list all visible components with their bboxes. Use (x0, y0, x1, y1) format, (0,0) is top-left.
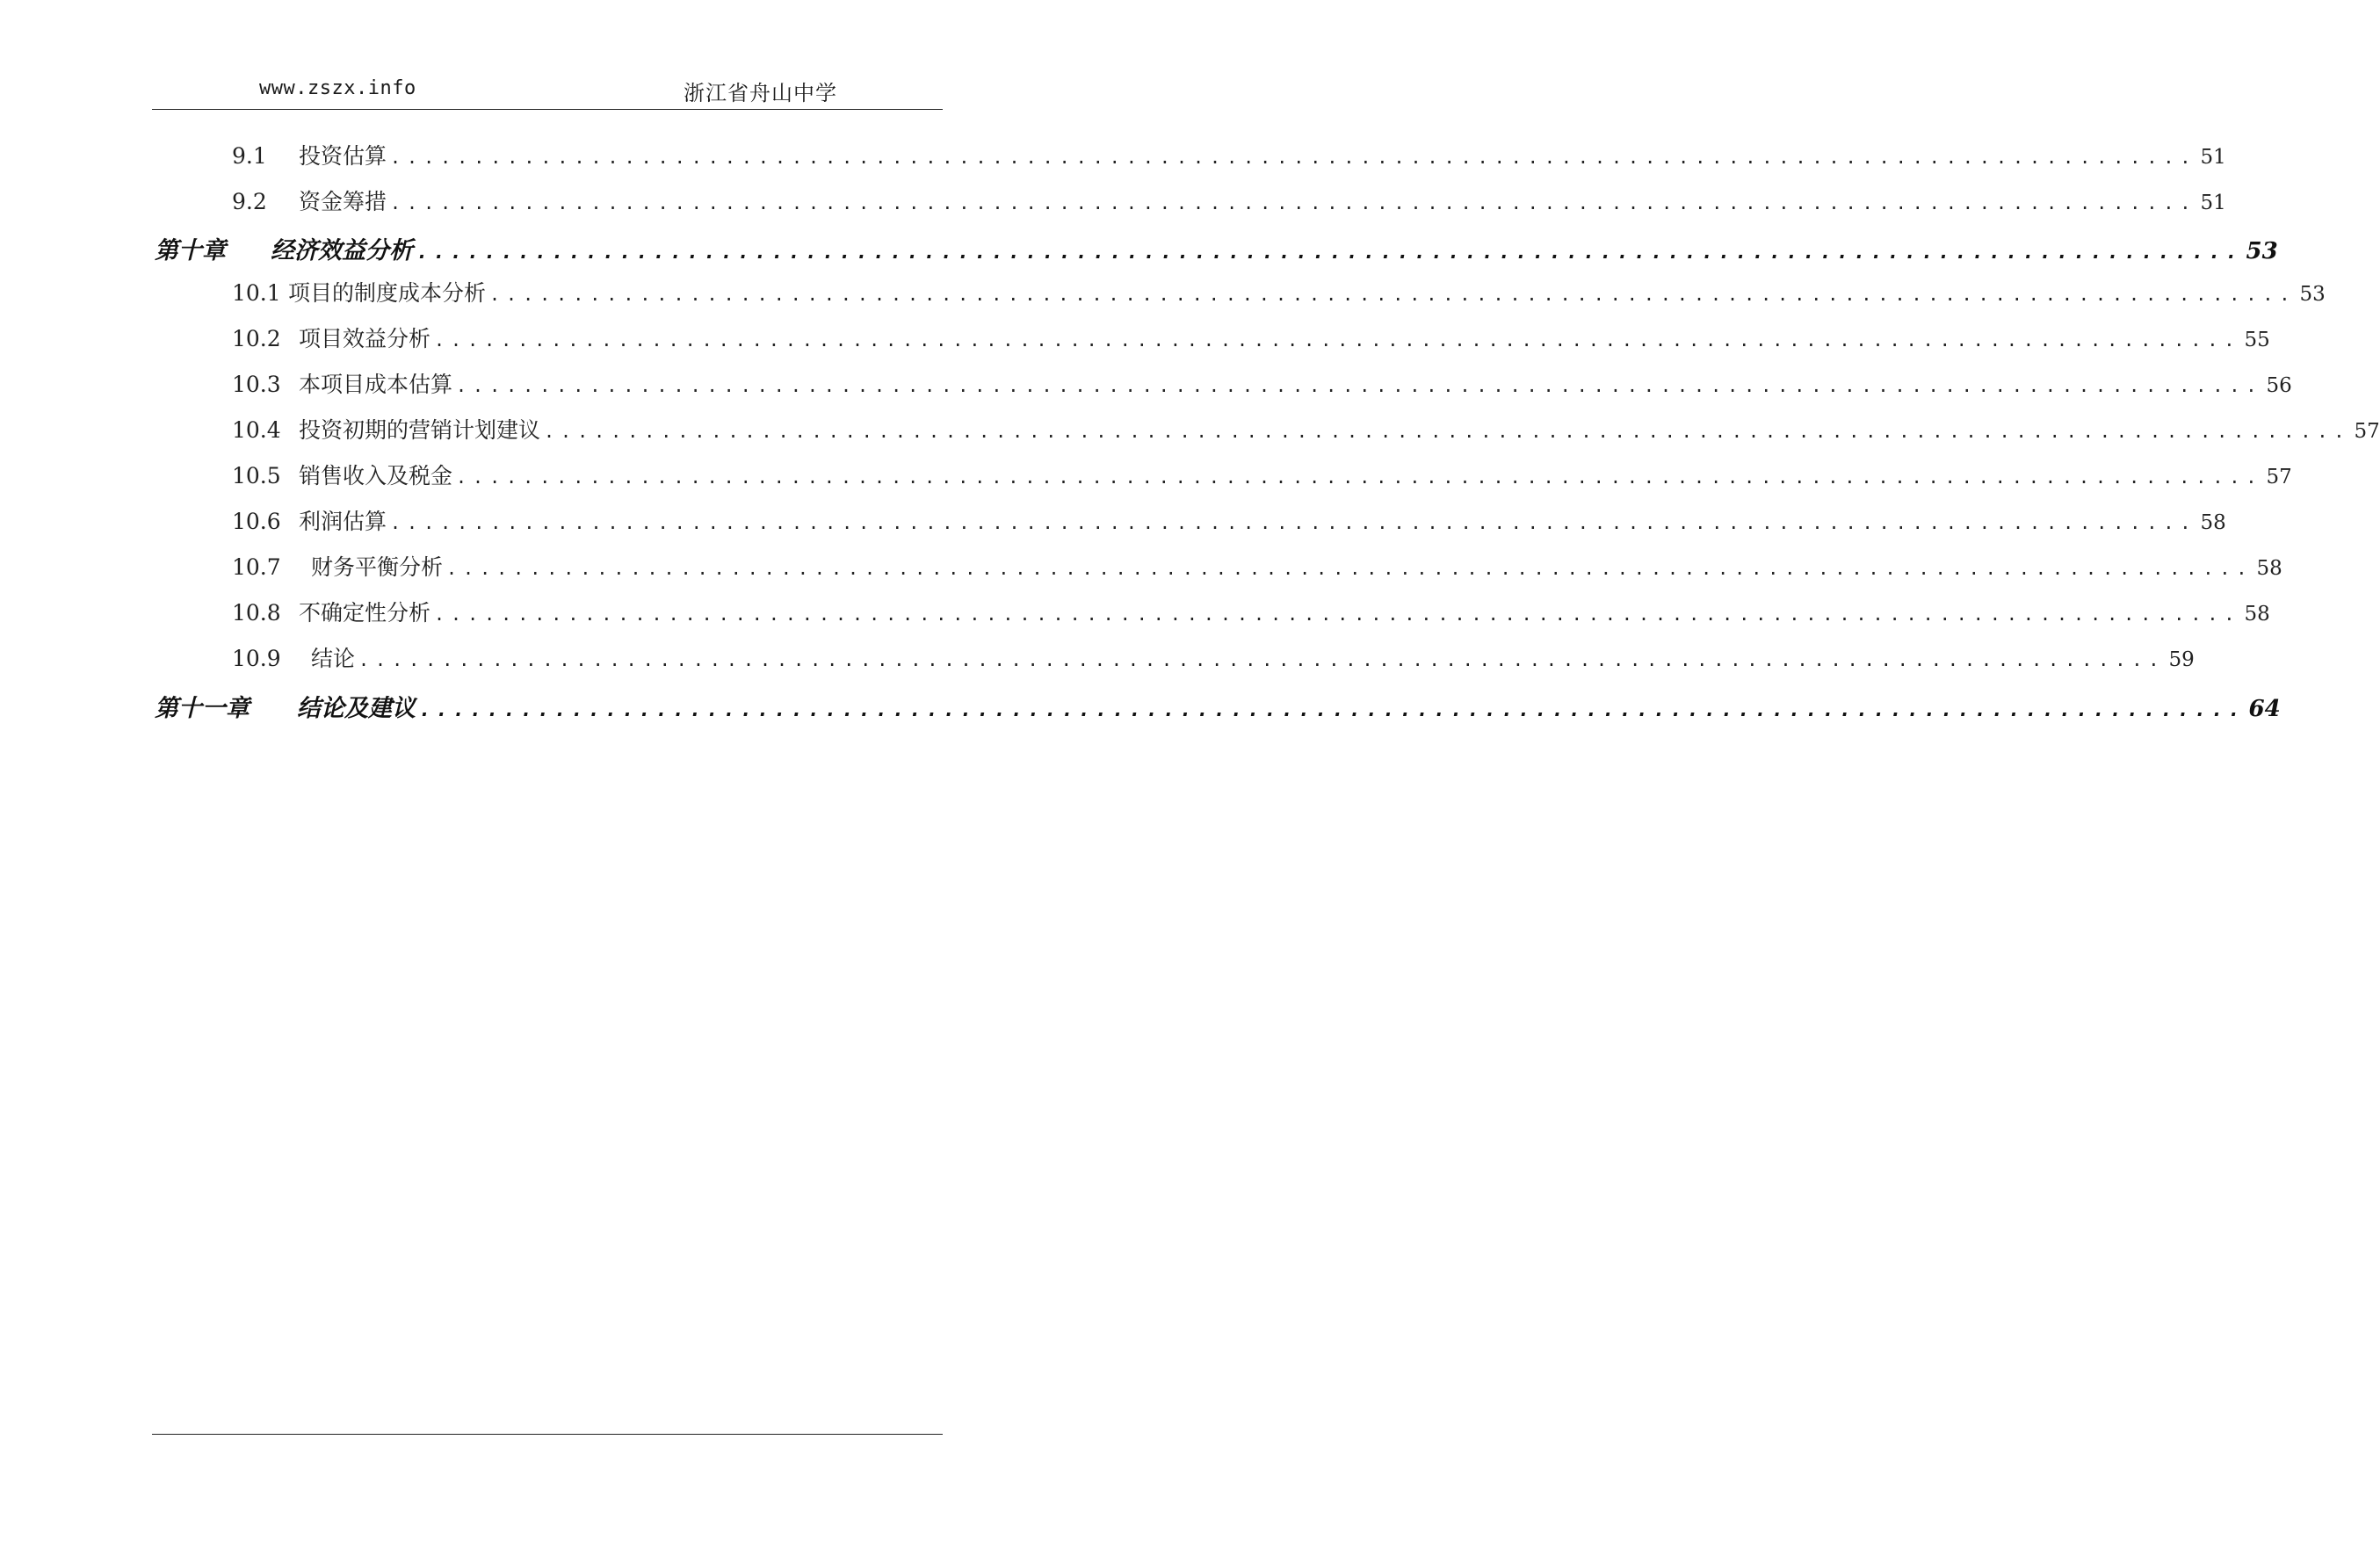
toc-chapter-page: 53 (2246, 238, 2278, 264)
toc-entry-number: 10.5 (232, 463, 281, 488)
toc-entry-number: 10.6 (232, 509, 281, 534)
toc-entry-title: 项目效益分析 (299, 326, 431, 351)
toc-entry[interactable] (232, 322, 2270, 357)
toc-entry[interactable] (232, 596, 2270, 631)
toc-dot-leader: ............................................................................................................ (446, 558, 2253, 579)
toc-entry[interactable] (232, 641, 2195, 676)
toc-dot-leader: ............................................................................................................ (489, 284, 2297, 305)
toc-entry-title: 项目的制度成本分析 (288, 280, 487, 306)
toc-entry-title: 销售收入及税金 (299, 463, 453, 488)
toc-entry-title: 结论 (311, 646, 356, 671)
toc-entry[interactable] (232, 413, 2380, 448)
toc-entry-page: 58 (2200, 511, 2226, 534)
toc-dot-leader: ............................................................................................................ (416, 242, 2243, 264)
toc-entry-number: 10.7 (232, 554, 281, 580)
toc-entry-title: 本项目成本估算 (299, 372, 453, 397)
toc-dot-leader: ............................................................................................................ (434, 604, 2241, 625)
toc-entry[interactable] (232, 504, 2226, 539)
toc-dot-leader: ............................................................................................................ (434, 329, 2241, 351)
toc-entry[interactable] (232, 367, 2292, 402)
toc-entry-page: 58 (2256, 557, 2282, 580)
toc-chapter-page: 64 (2248, 696, 2281, 722)
toc-entry-number: 9.1 (232, 143, 267, 169)
toc-dot-leader: ............................................................................................................ (456, 467, 2263, 488)
toc-dot-leader: ............................................................................................................ (456, 375, 2263, 396)
toc-entry-page: 56 (2266, 374, 2292, 397)
toc-entry-number: 10.9 (232, 646, 281, 671)
footer-rule (152, 1434, 943, 1435)
toc-entry-number: 10.3 (232, 372, 281, 397)
toc-entry-title: 利润估算 (299, 509, 387, 534)
toc-chapter-number: 第十章 (155, 237, 226, 264)
toc-entry-number: 10.2 (232, 326, 281, 351)
toc-dot-leader: ............................................................................................................ (390, 192, 2197, 213)
toc-chapter-title: 结论及建议 (297, 695, 416, 722)
toc-chapter-number: 第十一章 (155, 695, 250, 722)
toc-entry-page: 58 (2244, 603, 2270, 626)
toc-entry-page: 51 (2200, 146, 2226, 169)
toc-entry-page: 57 (2354, 420, 2380, 443)
toc-entry-title: 投资初期的营销计划建议 (299, 417, 541, 443)
toc-dot-leader: ............................................................................................................ (419, 699, 2246, 721)
toc-entry-number: 10.8 (232, 600, 281, 626)
toc-chapter-title: 经济效益分析 (271, 237, 413, 264)
toc-dot-leader: ............................................................................................................ (358, 649, 2166, 670)
toc-chapter-entry[interactable] (155, 231, 2278, 266)
toc-chapter-entry[interactable] (155, 689, 2281, 724)
toc-entry-page: 59 (2168, 648, 2195, 671)
toc-entry-title: 不确定性分析 (299, 600, 431, 626)
toc-entry-number: 10.4 (232, 417, 281, 443)
toc-dot-leader: ............................................................................................................ (544, 421, 2351, 442)
toc-entry[interactable] (232, 276, 2326, 311)
toc-dot-leader: ............................................................................................................ (390, 147, 2197, 168)
toc-entry-title: 资金筹措 (299, 189, 387, 214)
toc-entry-page: 55 (2244, 329, 2270, 351)
toc-entry[interactable] (232, 459, 2292, 494)
toc-dot-leader: ............................................................................................................ (390, 512, 2197, 533)
header-school-name: 浙江省舟山中学 (684, 81, 837, 105)
toc-entry-page: 53 (2299, 283, 2326, 306)
toc-entry[interactable] (232, 550, 2282, 585)
toc-entry-title: 投资估算 (299, 143, 387, 169)
toc-entry-number: 9.2 (232, 189, 267, 214)
toc-entry[interactable] (232, 139, 2226, 174)
toc-entry-title: 财务平衡分析 (311, 554, 444, 580)
toc-entry[interactable] (232, 184, 2226, 220)
header-url: www.zszx.info (259, 77, 416, 99)
toc-entry-page: 51 (2200, 192, 2226, 214)
toc-entry-number: 10.1 (232, 280, 281, 306)
toc-entry-page: 57 (2266, 466, 2292, 488)
